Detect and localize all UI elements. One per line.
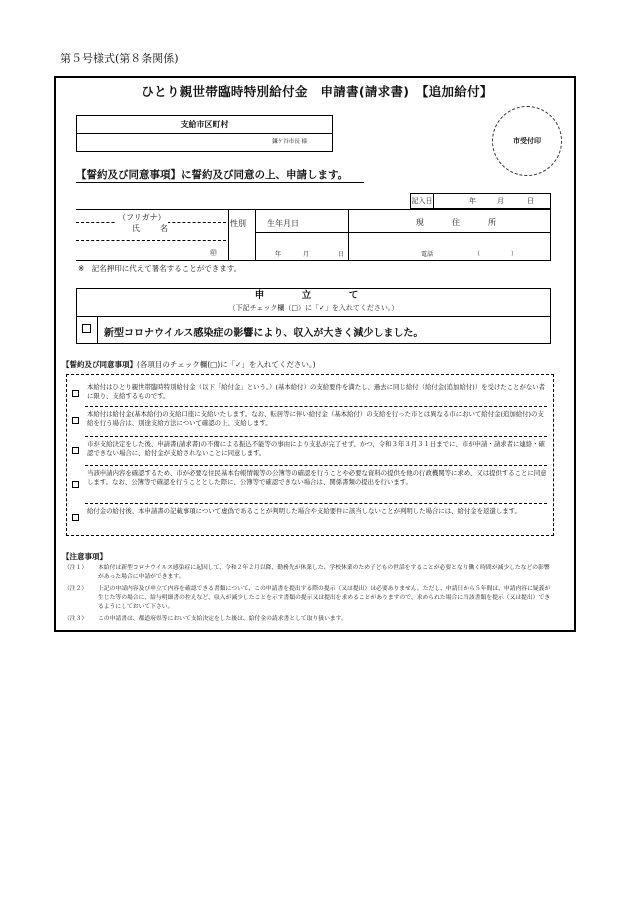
pledge-header-title: 【誓約及び同意事項】 — [62, 360, 137, 369]
caution-label: （注２） — [64, 586, 88, 592]
pledge-text: 本給付は給付金(基本給付)の支給口座に支給いたします。なお、転居等に伴い給付金（基本給付）の支給を行った市とは異なる市において給付金(追加給付)の支給を行う場合は、別途支給方法について確認の上、支給します。 — [87, 410, 544, 428]
caution-text: 本給付は新型コロナウイルス感染症に起因して、令和２年２月以降、勤務先が休業した、学校休業のため子どもの世話をすることが必要となり働く時間が減少したなどの影響があった場合に申請ができます。 — [98, 565, 550, 580]
caution-text: 上記の申請内容及び申立て内容を確認できる書類について、この申請書を提出する際の提示（又は提出）は必要ありません。ただし、申請日から５年間は、申請内容に疑義が生じた等の場合に、給与明細書の控えなど、収入が減少したことを示す書類の提示又は提出を求めることがありますので、求められた場合に当該書類を提示（又は提出）できるようにしておいて下さい。 — [98, 586, 551, 610]
divider — [255, 232, 551, 233]
pledge-header-instruction: (各項目のチェック欄(□)に「✓」を入れてください。) — [137, 360, 316, 369]
phone-label: 電話 — [421, 251, 434, 258]
reason-checkbox[interactable] — [82, 324, 91, 333]
pledge-checkbox[interactable] — [72, 390, 79, 397]
entry-date-day: 日 — [527, 197, 534, 205]
consent-underline — [76, 182, 364, 183]
phone-bracket-close: ） — [511, 251, 518, 258]
pledge-header — [62, 359, 316, 370]
application-form — [54, 76, 576, 632]
pledge-checkbox[interactable] — [72, 514, 79, 521]
birth-year: 年 — [275, 251, 282, 258]
birth-day: 日 — [338, 251, 345, 258]
signature-note: ※ 記名押印に代えて署名することができます。 — [78, 264, 242, 273]
entry-date-label: 記入日 — [411, 194, 434, 208]
application-header — [77, 289, 550, 317]
phone-bracket-open: （ — [474, 251, 481, 258]
divider — [85, 406, 547, 407]
entry-date-field[interactable] — [410, 193, 551, 209]
application-box — [76, 288, 551, 344]
sex-label: 性別 — [230, 219, 246, 228]
name-label: 氏 名 — [132, 224, 174, 233]
divider — [255, 210, 256, 260]
address-label: 現 住 所 — [416, 218, 506, 227]
divider — [85, 465, 547, 466]
stamp-label: 市受付印 — [513, 137, 541, 145]
entry-date-year: 年 — [469, 197, 476, 205]
consent-header: 【誓約及び同意事項】に誓約及び同意の上、申請します。 — [76, 169, 349, 181]
application-reason: 新型コロナウイルス感染症の影響により、収入が大きく減少しました。 — [104, 328, 424, 339]
application-heading: 申 立 て — [254, 290, 373, 301]
caution-header: 【注意事項】 — [62, 552, 107, 561]
divider — [85, 503, 547, 504]
birth-month: 月 — [303, 251, 310, 258]
divider — [85, 436, 547, 437]
city-heading: 支給市区町村 — [77, 116, 332, 134]
form-number: 第５号様式(第８条関係) — [60, 52, 179, 65]
pledge-text: 当該申請内容を確認するため、市が必要な住民基本台帳情報等の公簿等の確認を行うことや必要な資料の提供を他の行政機関等に求め、又は提供することに同意します。なお、公簿等で確認を行うこととした際に、公簿等で確認できない場合は、関係書類の提出を行います。 — [87, 469, 547, 487]
birthdate-label: 生年月日 — [267, 219, 299, 228]
pledge-text: 給付金の給付後、本申請書の記載事項について虚偽であることが判明した場合や支給要件に該当しないことが判明した場合には、給付金を返還します。 — [87, 507, 521, 515]
form-title: ひとり親世帯臨時特別給付金 申請書(請求書) 【追加給付】 — [141, 84, 493, 99]
pledge-text: 市が支給決定をした後、申請書(請求書)の不備による振込不能等の事由により支払が完了せず、かつ、令和３年３月３１日までに、市が申請・請求者に連絡・確認できない場合に、給付金が支給されないことに同意します。 — [87, 440, 545, 458]
caution-label: （注１） — [64, 565, 88, 571]
application-instruction: （下記チェック欄（□）に「✓」を入れてください。） — [228, 304, 399, 312]
divider — [348, 210, 349, 260]
mayor-address: 鎌ケ谷市長 様 — [272, 139, 307, 145]
pledge-checkbox[interactable] — [72, 417, 79, 424]
checkbox-cell — [77, 316, 98, 343]
reception-stamp-area — [492, 106, 562, 176]
seal-mark: ㊞ — [210, 249, 217, 257]
pledge-checkbox[interactable] — [72, 481, 79, 488]
city-box — [76, 115, 333, 152]
caution-text: この申請書は、都道府県等において支給決定をした後は、給付金の請求書として取り扱います。 — [98, 616, 347, 622]
furigana-label: （フリガナ） — [118, 213, 166, 222]
caution-label: （注３） — [64, 616, 88, 622]
pledge-text: 本給付はひとり親世帯臨時特別給付金（以下「給付金」という。）(基本給付）の支給要件を満たし、過去に同じ給付（給付金(追加給付)）を受けたことがない者に限り、支給するものです。 — [87, 383, 546, 401]
applicant-info-grid — [76, 209, 551, 261]
pledge-list — [66, 374, 554, 536]
entry-date-month: 月 — [497, 197, 504, 205]
pledge-checkbox[interactable] — [72, 447, 79, 454]
divider — [76, 240, 226, 241]
divider — [228, 210, 229, 260]
